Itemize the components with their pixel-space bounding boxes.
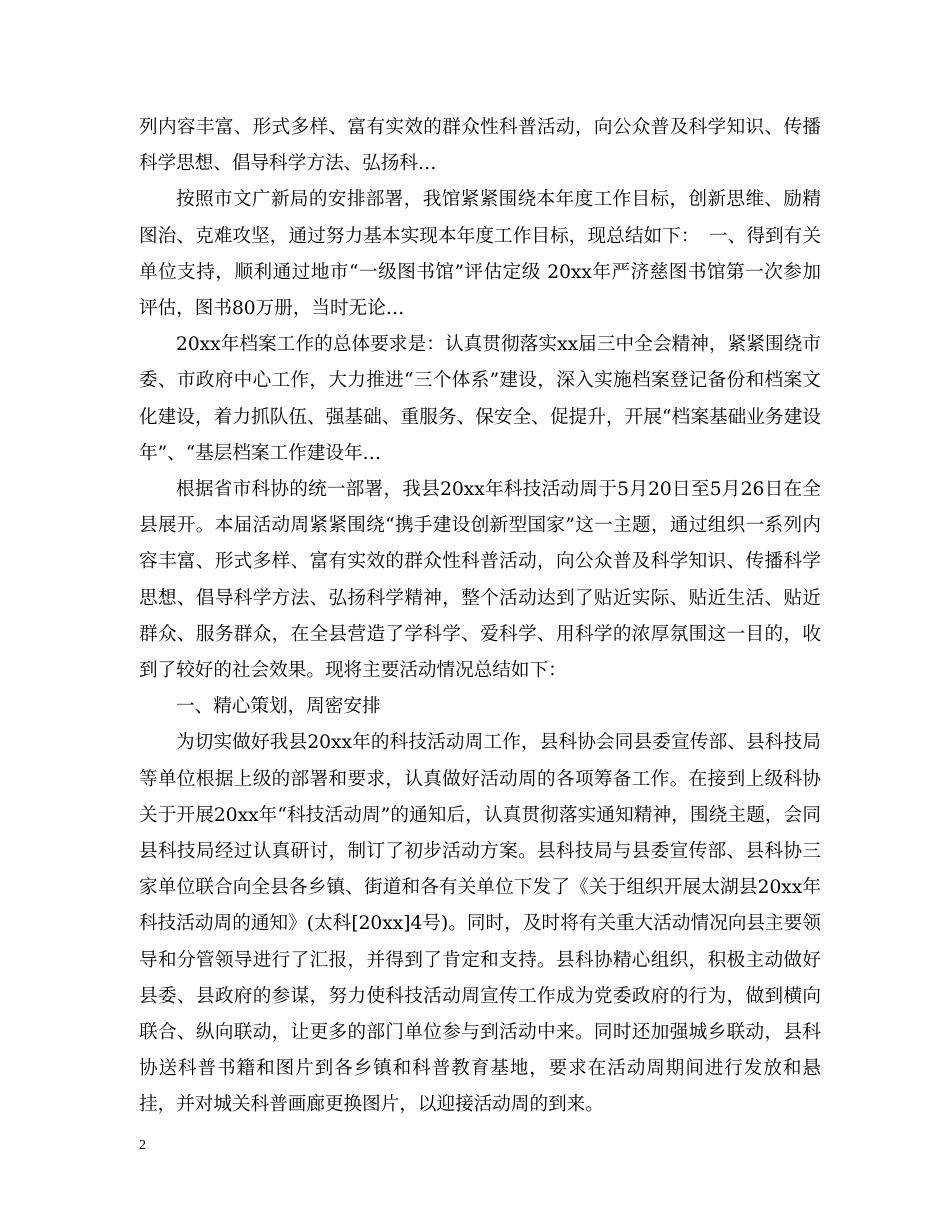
document-body	[139, 110, 821, 1124]
page-number: 2	[139, 1138, 146, 1153]
paragraph: 根据省市科协的统一部署，我县20xx年科技活动周于5月20日至5月26日在全县展开。本届活动周紧紧围绕“携手建设创新型国家”这一主题，通过组织一系列内容丰富、形式多样、富有实效的群众性科普活动，向公众普及科学知识、传播科学思想、倡导科学方法、弘扬科学精神，整个活动达到了贴近实际、贴近生活、贴近群众、服务群众，在全县营造了学科学、爱科学、用科学的浓厚氛围这一目的，收到了较好的社会效果。现将主要活动情况总结如下：	[139, 479, 821, 682]
paragraph: 按照市文广新局的安排部署，我馆紧紧围绕本年度工作目标，创新思维、励精图治、克难攻坚，通过努力基本实现本年度工作目标，现总结如下： 一、得到有关单位支持，顺利通过地市“一级图书馆”评估定级 20xx年严济慈图书馆第一次参加评估，图书80万册，当时无论…	[139, 189, 821, 320]
paragraph: 20xx年档案工作的总体要求是：认真贯彻落实xx届三中全会精神，紧紧围绕市委、市政府中心工作，大力推进“三个体系”建设，深入实施档案登记备份和档案文化建设，着力抓队伍、强基础、重服务、保安全、促提升，开展“档案基础业务建设年”、“基层档案工作建设年…	[139, 334, 821, 464]
paragraph: 为切实做好我县20xx年的科技活动周工作，县科协会同县委宣传部、县科技局等单位根据上级的部署和要求，认真做好活动周的各项筹备工作。在接到上级科协关于开展20xx年“科技活动周”的通知后，认真贯彻落实通知精神，围绕主题，会同县科技局经过认真研讨，制订了初步活动方案。县科技局与县委宣传部、县科协三家单位联合向全县各乡镇、街道和各有关单位下发了《关于组织开展太湖县20xx年科技活动周的通知》(太科[20xx]4号)。同时，及时将有关重大活动情况向县主要领导和分管领导进行了汇报，并得到了肯定和支持。县科协精心组织，积极主动做好县委、县政府的参谋，努力使科技活动周宣传工作成为党委政府的行为，做到横向联合、纵向联动，让更多的部门单位参与到活动中来。同时还加强城乡联动，县科协送科普书籍和图片到各乡镇和科普教育基地，要求在活动周期间进行发放和悬挂，并对城关科普画廊更换图片，以迎接活动周的到来。	[139, 732, 821, 1116]
paragraph: 列内容丰富、形式多样、富有实效的群众性科普活动，向公众普及科学知识、传播科学思想、倡导科学方法、弘扬科…	[139, 117, 821, 175]
section-heading: 一、精心策划，周密安排	[176, 696, 381, 718]
